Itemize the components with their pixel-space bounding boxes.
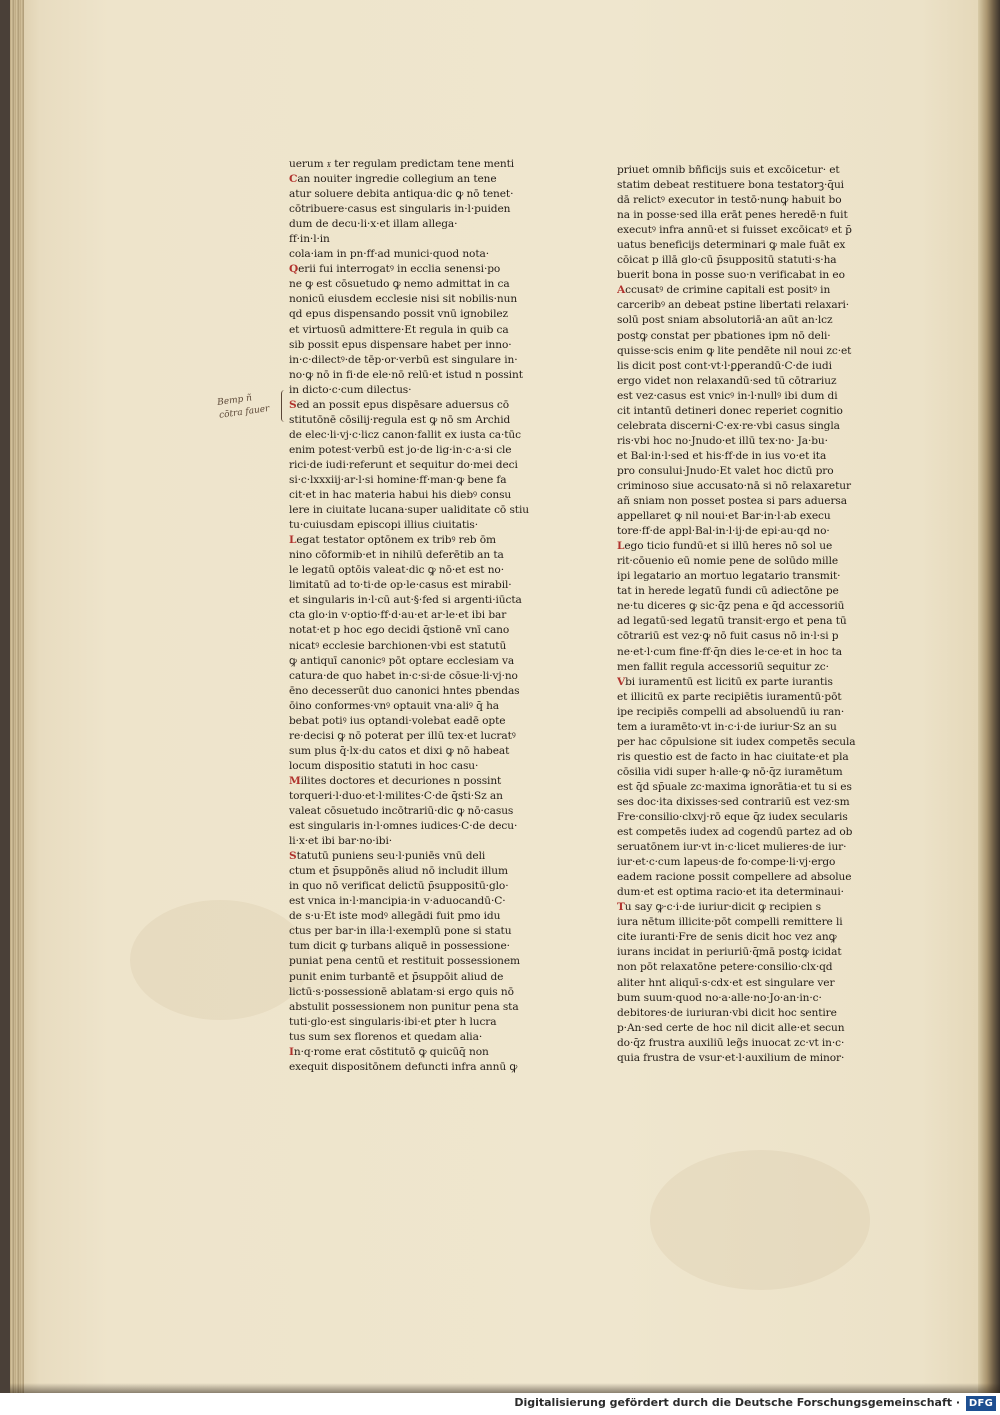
text-line-content: na in posse·sed illa erāt penes heredē·n fuit — [617, 209, 848, 222]
text-line — [289, 593, 547, 608]
text-line — [617, 825, 879, 840]
marginal-brace — [281, 390, 288, 422]
text-line — [617, 870, 879, 885]
text-line — [617, 930, 879, 945]
text-line-content: in quo nō verificat delictū p̄suppositū·glo· — [289, 880, 509, 893]
text-line — [289, 864, 547, 879]
text-line-content: et virtuosū admittere·Et regula in quib ca — [289, 323, 509, 336]
text-line-content: est vez·casus est vnicꝰ in·l·nullꝰ ibi dum di — [617, 389, 838, 402]
text-line-content: ne·tu diceres ꝙ sic·q̄z pena e q̄d accessoriū — [617, 600, 845, 613]
text-line — [617, 810, 879, 825]
text-line-content: solū post sniam absolutoriā·an aūt an·lcz — [617, 314, 833, 327]
text-line — [289, 924, 547, 939]
text-line — [289, 383, 547, 398]
text-line — [289, 368, 547, 383]
text-line-content: buerit bona in posse suo·n verificabat in eo — [617, 269, 845, 282]
text-line — [289, 834, 547, 849]
text-line — [617, 163, 879, 178]
text-line — [289, 1060, 547, 1075]
text-line — [289, 729, 547, 744]
text-line-content: limitatū ad to·ti·de op·le·casus est mirabil· — [289, 579, 512, 592]
text-line-content: an nouiter ingredie collegium an tene — [297, 173, 497, 186]
text-line — [617, 614, 879, 629]
text-line — [289, 232, 547, 247]
text-line-content: exequit dispositōnem defuncti infra annū ꝙ — [289, 1060, 518, 1073]
text-line — [289, 277, 547, 292]
text-line — [617, 178, 879, 193]
text-line — [289, 819, 547, 834]
text-line — [617, 494, 879, 509]
text-line — [617, 359, 879, 374]
text-line — [617, 885, 879, 900]
text-line-content: pro consului·Jnudo·Et valet hoc dictū pro — [617, 464, 834, 477]
text-line — [289, 608, 547, 623]
text-line-content: cōtrariū est vez·ꝙ nō fuit casus nō in·l·si p — [617, 630, 839, 643]
text-line-content: rit·cōuenio eū nomie pene de solūdo mille — [617, 555, 839, 568]
text-line — [617, 1006, 879, 1021]
text-line — [289, 970, 547, 985]
text-line — [617, 1051, 879, 1066]
text-line — [617, 569, 879, 584]
text-line-content: ne ꝙ est cōsuetudo ꝙ nemo admittat in ca — [289, 278, 510, 291]
text-line — [289, 985, 547, 1000]
text-line-content: cola·iam in pn·ff·ad munici·quod nota· — [289, 248, 489, 261]
text-line-content: lere in ciuitate lucana·super ualiditate cō stiu — [289, 504, 529, 517]
text-line — [289, 939, 547, 954]
text-line — [289, 563, 547, 578]
text-line-content: ilites doctores et decuriones n possint — [300, 774, 502, 787]
text-line — [617, 855, 879, 870]
text-line-content: est q̄d sp̄uale zc·maxima ignorātia·et tu si es — [617, 780, 852, 793]
text-line — [617, 750, 879, 765]
text-line-content: tat in herede legatū fundi cū adiectōne pe — [617, 585, 839, 598]
text-line-content: de s·u·Et iste modꝰ allegādi fuit pmo idu — [289, 910, 501, 923]
text-line-content: torqueri·l·duo·et·l·milites·C·de q̄sti·Sz an — [289, 789, 503, 802]
text-line-content: appellaret ꝙ nil noui·et Bar·in·l·ab execu — [617, 510, 831, 523]
text-line-content: locum dispositio statuti in hoc casu· — [289, 759, 479, 772]
text-line — [289, 202, 547, 217]
text-line — [617, 795, 879, 810]
text-line — [289, 714, 547, 729]
text-line-content: quisse·scis enim ꝙ lite pendēte nil noui zc·et — [617, 344, 852, 357]
text-line — [289, 172, 547, 187]
text-line-content: eadem racione possit compellere ad absolue — [617, 871, 852, 884]
rubricated-initial: L — [289, 534, 297, 547]
text-line — [289, 669, 547, 684]
text-line-content: est competēs iudex ad cogendū partez ad ob — [617, 826, 853, 839]
rubricated-initial: S — [289, 398, 297, 411]
text-line — [617, 840, 879, 855]
text-line — [617, 193, 879, 208]
text-line-content: stitutōnē cōsilij·regula est ꝙ nō sm Archid — [289, 413, 511, 426]
text-line — [617, 960, 879, 975]
text-line-content: lis dicit post cont·vt·l·ꝑꝑerandū·C·de iudi — [617, 359, 832, 372]
text-line — [289, 954, 547, 969]
text-line-content: lictū·s·possessionē ablatam·si ergo quis nō — [289, 985, 514, 998]
text-line — [617, 329, 879, 344]
rubricated-initial: A — [617, 284, 626, 297]
text-line — [289, 879, 547, 894]
text-line-content: tore·ff·de appl·Bal·in·l·ij·de epi·au·qd no· — [617, 525, 830, 538]
text-line — [289, 684, 547, 699]
text-line-content: tum dicit ꝙ turbans aliquē in possessione· — [289, 940, 510, 953]
text-line-content: est vnica in·l·mancipia·in v·aduocandū·C· — [289, 895, 506, 908]
book-gutter — [978, 0, 1000, 1393]
text-line-content: ipe recipiēs compelli ad absoluendū iu ran· — [617, 705, 845, 718]
text-line-content: carceribꝰ an debeat pstine libertati relaxari· — [617, 299, 850, 312]
text-line — [617, 479, 879, 494]
text-line — [617, 1036, 879, 1051]
text-line-content: ed an possit epus dispēsare aduersus cō — [296, 398, 510, 411]
text-line — [617, 599, 879, 614]
text-line-content: est singularis in·l·omnes iudices·C·de decu· — [289, 820, 518, 833]
text-line-content: atur soluere debita antiqua·dic ꝙ nō tenet· — [289, 188, 514, 201]
text-line-content: ēno decesserūt duo canonici hntes pbendas — [289, 684, 520, 697]
text-line — [617, 268, 879, 283]
text-line-content: celebrata discerni·C·ex·re·vbi casus singla — [617, 419, 840, 432]
text-line-content: punit enim turbantē et p̄suppōit aliud de — [289, 970, 504, 983]
text-line-content: ne·et·l·cum fine·ff·q̄n dies le·ce·et in hoc ta — [617, 645, 843, 658]
text-line-content: per hac cōpulsione sit iudex competēs secula — [617, 735, 856, 748]
text-line-content: qd epus dispensando possit vnū ignobilez — [289, 308, 509, 321]
rubricated-initial: M — [289, 774, 301, 787]
text-line — [617, 223, 879, 238]
text-line — [617, 690, 879, 705]
text-line — [617, 705, 879, 720]
text-line — [289, 1015, 547, 1030]
text-line-content: Fre·consilio·clxvj·rō eque q̄z iudex secularis — [617, 811, 848, 824]
text-line — [289, 1045, 547, 1060]
text-line-content: cōicat p illā glo·cū p̄suppositū statuti·s·ha — [617, 254, 837, 267]
text-line-content: postꝙ constat per pbationes ipm nō deli· — [617, 329, 831, 342]
text-line — [617, 238, 879, 253]
rubricated-initial: Q — [289, 263, 299, 276]
right-text-column — [617, 163, 879, 1066]
text-line — [289, 353, 547, 368]
text-line — [617, 584, 879, 599]
text-line — [617, 780, 879, 795]
text-line-content: in·c·dilectꝰ·de tēp·or·verbū est singulare in· — [289, 353, 518, 366]
text-line-content: valeat cōsuetudo incōtrariū·dic ꝙ nō·casus — [289, 805, 514, 818]
text-line — [617, 645, 879, 660]
text-line — [289, 654, 547, 669]
text-line-content: ad legatū·sed legatū transit·ergo et pena tū — [617, 615, 847, 628]
text-line-content: añ sniam non posset postea si pars aduersa — [617, 495, 847, 508]
text-line-content: executꝰ infra annū·et si fuisset excōicatꝰ et p̄ — [617, 224, 852, 237]
text-line — [289, 473, 547, 488]
text-line — [617, 539, 879, 554]
text-line-content: et Bal·in·l·sed et his·ff·de in ius vo·et ita — [617, 449, 827, 462]
text-line — [289, 413, 547, 428]
text-line — [289, 398, 547, 413]
text-line-content: et singularis in·l·cū aut·§·fed si argenti·iūcta — [289, 594, 522, 607]
text-line-content: re·decisi ꝙ nō poterat per illū tex·et lucratꝰ — [289, 729, 516, 742]
text-line — [617, 945, 879, 960]
text-line-content: et illicitū ex parte recipiētis iuramentū·pōt — [617, 690, 842, 703]
text-line-content: tus sum sex florenos et quedam alia· — [289, 1030, 483, 1043]
text-line-content: tu·cuiusdam episcopi illius ciuitatis· — [289, 519, 479, 532]
text-line-content: quia frustra de vsur·et·l·auxilium de minor· — [617, 1051, 845, 1064]
text-line-content: ses doc·ita dixisses·sed contrariū est vez·sm — [617, 795, 850, 808]
text-line-content: bi iuramentū est licitū ex parte iurantis — [625, 675, 833, 688]
text-line — [617, 374, 879, 389]
text-line-content: cta glo·in v·optio·ff·d·au·et ar·le·et ibi bar — [289, 609, 507, 622]
text-line — [289, 744, 547, 759]
text-line-content: ipi legatario an mortuo legatario transmit· — [617, 570, 841, 583]
text-line-content: cit intantū detineri donec reperiet cognitio — [617, 404, 843, 417]
text-line — [289, 548, 547, 563]
text-line — [289, 623, 547, 638]
text-line — [289, 804, 547, 819]
text-line — [617, 720, 879, 735]
text-line — [617, 991, 879, 1006]
text-line-content: bebat potiꝰ ius optandi·volebat eadē opte — [289, 714, 506, 727]
text-line — [289, 533, 547, 548]
text-line-content: criminoso siue accusato·nā si nō relaxaretur — [617, 479, 851, 492]
text-line-content: ris·vbi hoc no·Jnudo·et illū tex·no· Ja·bu· — [617, 434, 828, 447]
text-line — [617, 449, 879, 464]
text-line-content: p·An·sed certe de hoc nil dicit alle·et secun — [617, 1021, 845, 1034]
text-line — [289, 307, 547, 322]
text-line-content: u say ꝙ·c·i·de iuriur·dicit ꝙ recipien s — [624, 901, 821, 914]
text-line-content: catura·de quo habet in·c·si·de cōsue·li·vj·no — [289, 669, 518, 682]
text-line — [289, 262, 547, 277]
text-line — [289, 789, 547, 804]
text-line-content: le legatū optōis valeat·dic ꝙ nō·et est no· — [289, 564, 504, 577]
text-line-content: ctus per bar·in illa·l·exemplū pone si statu — [289, 925, 512, 938]
marginal-annotation-line: Bemp ñ — [216, 393, 253, 409]
text-line-content: aliter hnt aliquī·s·cdx·et est singulare ver — [617, 976, 835, 989]
text-line — [617, 464, 879, 479]
text-line-content: iurans incidat in periuriū·q̄mā postꝙ icidat — [617, 946, 842, 959]
text-line — [289, 323, 547, 338]
rubricated-initial: T — [617, 901, 625, 914]
text-line — [289, 849, 547, 864]
page-bottom-shadow — [10, 1383, 1000, 1393]
text-line-content: puniat pena centū et restituit possessionem — [289, 955, 520, 968]
text-line-content: dā relictꝰ executor in testō·nunꝙ habuit bo — [617, 194, 842, 207]
text-line-content: ergo videt non relaxandū·sed tū cōtrariuz — [617, 374, 837, 387]
text-line-content: ōino conformes·vnꝰ optauit vna·aliꝰ q̄ ha — [289, 699, 500, 712]
text-line-content: priuet omnib bñficijs suis et excōicetur· et — [617, 164, 840, 176]
text-line — [617, 765, 879, 780]
text-line — [289, 292, 547, 307]
rubricated-initial: C — [289, 173, 298, 186]
text-line-content: tatutū puniens seu·l·puniēs vnū deli — [296, 850, 486, 863]
text-line-content: cit·et in hac materia habui his diebꝰ consu — [289, 489, 512, 502]
text-line-content: si·c·lxxxiij·ar·l·si homine·ff·man·ꝙ bene fa — [289, 473, 507, 486]
text-line-content: nino cōformib·et in nihilū deferētib an ta — [289, 549, 504, 562]
text-line — [617, 253, 879, 268]
text-line — [617, 660, 879, 675]
text-line-content: ff·in·l·in — [289, 233, 330, 246]
text-line-content: cōtribuere·casus est singularis in·l·puiden — [289, 203, 511, 216]
text-line — [617, 208, 879, 223]
footer-bar — [0, 1393, 1000, 1415]
text-line-content: enim potest·verbū est jo·de lig·in·c·a·si cle — [289, 443, 512, 456]
text-line — [289, 699, 547, 714]
rubricated-initial: S — [289, 850, 297, 863]
dfg-logo[interactable]: DFG — [966, 1396, 996, 1411]
rubricated-initial: L — [617, 540, 625, 553]
text-line-content: do·q̄z frustra auxiliū leg̃s inuocat zc·vt in·c· — [617, 1036, 845, 1049]
text-line — [289, 578, 547, 593]
rubricated-initial: I — [289, 1045, 294, 1058]
text-line — [617, 976, 879, 991]
text-line — [617, 344, 879, 359]
text-line-content: debitores·de iuriuran·vbi dicit hoc sentire — [617, 1006, 837, 1019]
text-line-content: n·q·rome erat cōstitutō ꝙ quicūq̄ non — [293, 1045, 489, 1058]
text-line — [289, 217, 547, 232]
text-line-content: ego ticio fundū·et si illū heres nō sol ue — [624, 540, 833, 553]
paper-stain — [130, 900, 310, 1020]
text-line-content: non pōt relaxatōne petere·consilio·clx·qd — [617, 961, 833, 974]
text-line — [617, 313, 879, 328]
text-line-content: ccusatꝰ de crimine capitali est positꝰ in — [625, 284, 831, 297]
text-line-content: rici·de iudi·referunt et sequitur do·mei deci — [289, 458, 518, 471]
text-line — [289, 894, 547, 909]
text-line-content: men fallit regula accessoriū sequitur zc· — [617, 660, 829, 673]
text-line-content: in dicto·c·cum dilectus· — [289, 383, 412, 396]
text-line-content: ꝙ antiquī canonicꝰ pōt optare ecclesiam va — [289, 654, 515, 667]
left-text-column — [289, 157, 547, 1075]
text-line — [289, 759, 547, 774]
text-line-content: cite iuranti·Fre de senis dicit hoc vez anꝙ — [617, 931, 837, 944]
text-line — [617, 675, 879, 690]
text-line — [289, 1000, 547, 1015]
text-line-content: abstulit possessionem non punitur pena sta — [289, 1000, 519, 1013]
text-line-content: seruatōnem iur·vt in·c·licet mulieres·de iur· — [617, 841, 847, 854]
text-line — [617, 900, 879, 915]
text-line — [617, 915, 879, 930]
text-line — [289, 774, 547, 789]
text-line-content: tuti·glo·est singularis·ibi·et ꝑter h lucra — [289, 1015, 497, 1028]
text-line — [617, 404, 879, 419]
text-line — [289, 518, 547, 533]
text-line — [289, 1030, 547, 1045]
text-line — [289, 458, 547, 473]
text-line — [617, 298, 879, 313]
text-line-content: dum de decu·li·x·et illam allega· — [289, 218, 458, 231]
text-line — [617, 434, 879, 449]
text-line — [289, 157, 547, 172]
funding-credit: Digitalisierung gefördert durch die Deutsche Forschungsgemeinschaft · — [514, 1396, 960, 1409]
text-line-content: de elec·li·vj·c·licz canon·fallit ex iusta ca·tūc — [289, 428, 521, 441]
text-line — [289, 909, 547, 924]
text-line-content: cōsilia vidi super h·alle·ꝙ nō·q̄z iuramētum — [617, 765, 843, 778]
text-line — [289, 428, 547, 443]
text-line-content: ris questio est de facto in hac ciuitate·et pla — [617, 750, 849, 763]
text-line — [289, 443, 547, 458]
text-line-content: egat testator optōnem ex tribꝰ reb ōm — [296, 534, 496, 547]
text-line — [289, 639, 547, 654]
text-line-content: dum·et est optima racio·et ita determinaui· — [617, 886, 844, 899]
text-line — [289, 503, 547, 518]
text-line-content: no·ꝙ nō in fi·de ele·nō relū·et istud n possint — [289, 368, 523, 381]
text-line — [617, 554, 879, 569]
paper-stain — [650, 1150, 870, 1290]
text-line — [289, 187, 547, 202]
text-line-content: uerum 𝔵 ter regulam predictam tene menti — [289, 158, 515, 170]
text-line-content: statim debeat restituere bona testatorꝫ·q̄ui — [617, 179, 844, 192]
text-line-content: sib possit epus dispensare habet per inno· — [289, 338, 512, 351]
text-line-content: iura nētum illicite·pōt compelli remittere li — [617, 916, 843, 929]
text-line — [617, 735, 879, 750]
text-line — [617, 629, 879, 644]
text-line — [617, 389, 879, 404]
text-line-content: sum plus q̄·lx·du catos et dixi ꝙ nō habeat — [289, 744, 510, 757]
text-line-content: nonicū eiusdem ecclesie nisi sit nobilis·nun — [289, 293, 518, 306]
page-stack-edge — [10, 0, 24, 1393]
text-line-content: notat·et p hoc ego decidi q̄stionē vnī cano — [289, 624, 510, 637]
text-line — [617, 283, 879, 298]
text-line-content: nicatꝰ ecclesie barchionen·vbi est statutū — [289, 639, 507, 652]
text-line-content: bum suum·quod no·a·alle·no·Jo·an·in·c· — [617, 991, 822, 1004]
text-line-content: ctum et p̄suppōnēs aliud nō includit illum — [289, 865, 508, 878]
text-line-content: erii fui interrogatꝰ in ecclia senensi·po — [298, 263, 501, 276]
text-line — [617, 419, 879, 434]
text-line-content: tem a iuramēto·vt in·c·i·de iuriur·Sz an su — [617, 720, 837, 733]
text-line-content: iur·et·c·cum lapeus·de fo·compe·li·vj·ergo — [617, 856, 836, 869]
text-line — [289, 488, 547, 503]
marginal-annotation-line: cōtra fauer — [218, 403, 271, 421]
text-line — [617, 509, 879, 524]
text-line-content: uatus beneficijs determinari ꝙ male fuāt ex — [617, 239, 846, 252]
text-line-content: li·x·et ibi bar·no·ibi· — [289, 835, 393, 848]
text-line — [617, 1021, 879, 1036]
rubricated-initial: V — [617, 675, 626, 688]
text-line — [289, 338, 547, 353]
text-line — [617, 524, 879, 539]
text-line — [289, 247, 547, 262]
